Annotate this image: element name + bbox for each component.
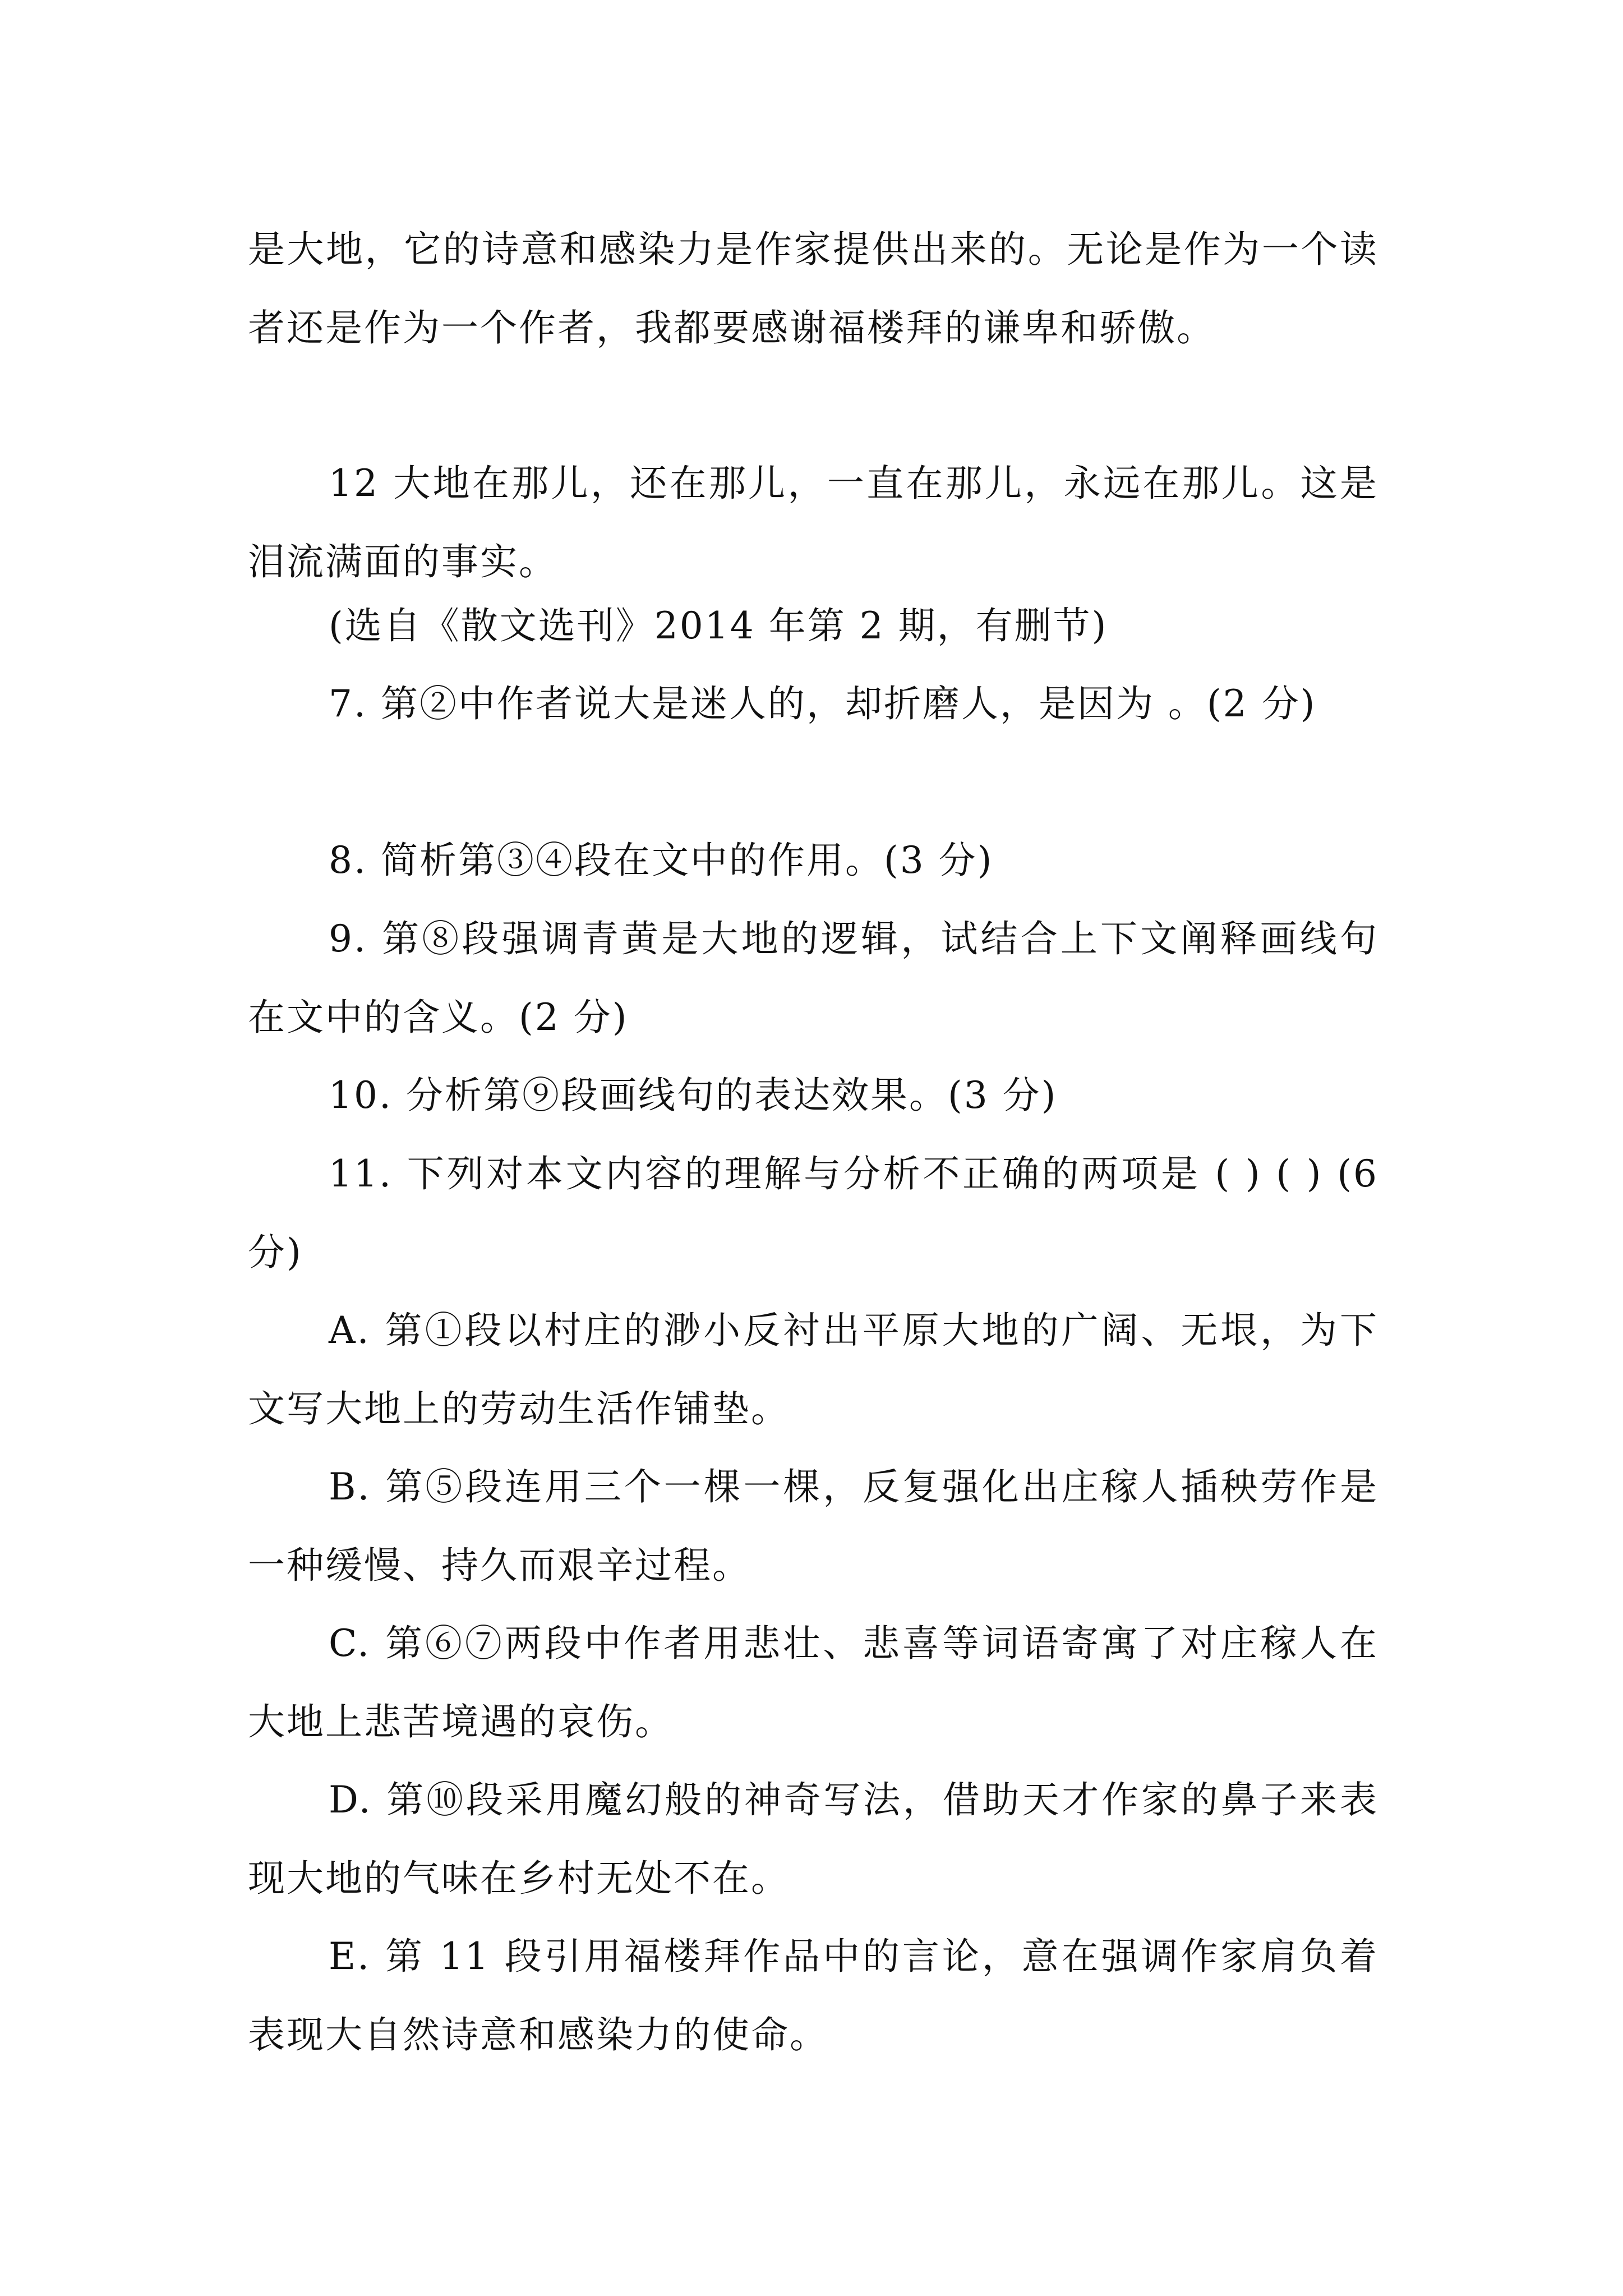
question-7: 7. 第②中作者说大是迷人的，却折磨人，是因为 。(2 分)	[329, 682, 1317, 725]
question-10: 10. 分析第⑨段画线句的表达效果。(3 分)	[329, 1074, 1058, 1117]
option-e: E. 第 11 段引用福楼拜作品中的言论，意在强调作家肩负着表现大自然诗意和感染力的使命。	[248, 1935, 1378, 2056]
source-note: (选自《散文选刊》2014 年第 2 期，有删节)	[329, 604, 1108, 647]
paragraph-12: 12 大地在那儿，还在那儿，一直在那儿，永远在那儿。这是泪流满面的事实。	[248, 462, 1378, 583]
paragraph-closing-text: 是大地，它的诗意和感染力是作家提供出来的。无论是作为一个读者还是作为一个作者，我都要感谢福楼拜的谦卑和骄傲。	[248, 228, 1378, 349]
question-8: 8. 简析第③④段在文中的作用。(3 分)	[329, 839, 994, 882]
option-a: A. 第①段以村庄的渺小反衬出平原大地的广阔、无垠，为下文写大地上的劳动生活作铺垫。	[248, 1309, 1378, 1430]
option-d: D. 第⑩段采用魔幻般的神奇写法，借助天才作家的鼻子来表现大地的气味在乡村无处不在。	[248, 1778, 1378, 1900]
question-9: 9. 第⑧段强调青黄是大地的逻辑，试结合上下文阐释画线句在文中的含义。(2 分)	[248, 917, 1378, 1039]
question-11: 11. 下列对本文内容的理解与分析不正确的两项是 ( ) ( ) (6 分)	[248, 1152, 1378, 1274]
option-c: C. 第⑥⑦两段中作者用悲壮、悲喜等词语寄寓了对庄稼人在大地上悲苦境遇的哀伤。	[248, 1622, 1378, 1743]
option-b: B. 第⑤段连用三个一棵一棵，反复强化出庄稼人插秧劳作是一种缓慢、持久而艰辛过程。	[248, 1465, 1378, 1587]
